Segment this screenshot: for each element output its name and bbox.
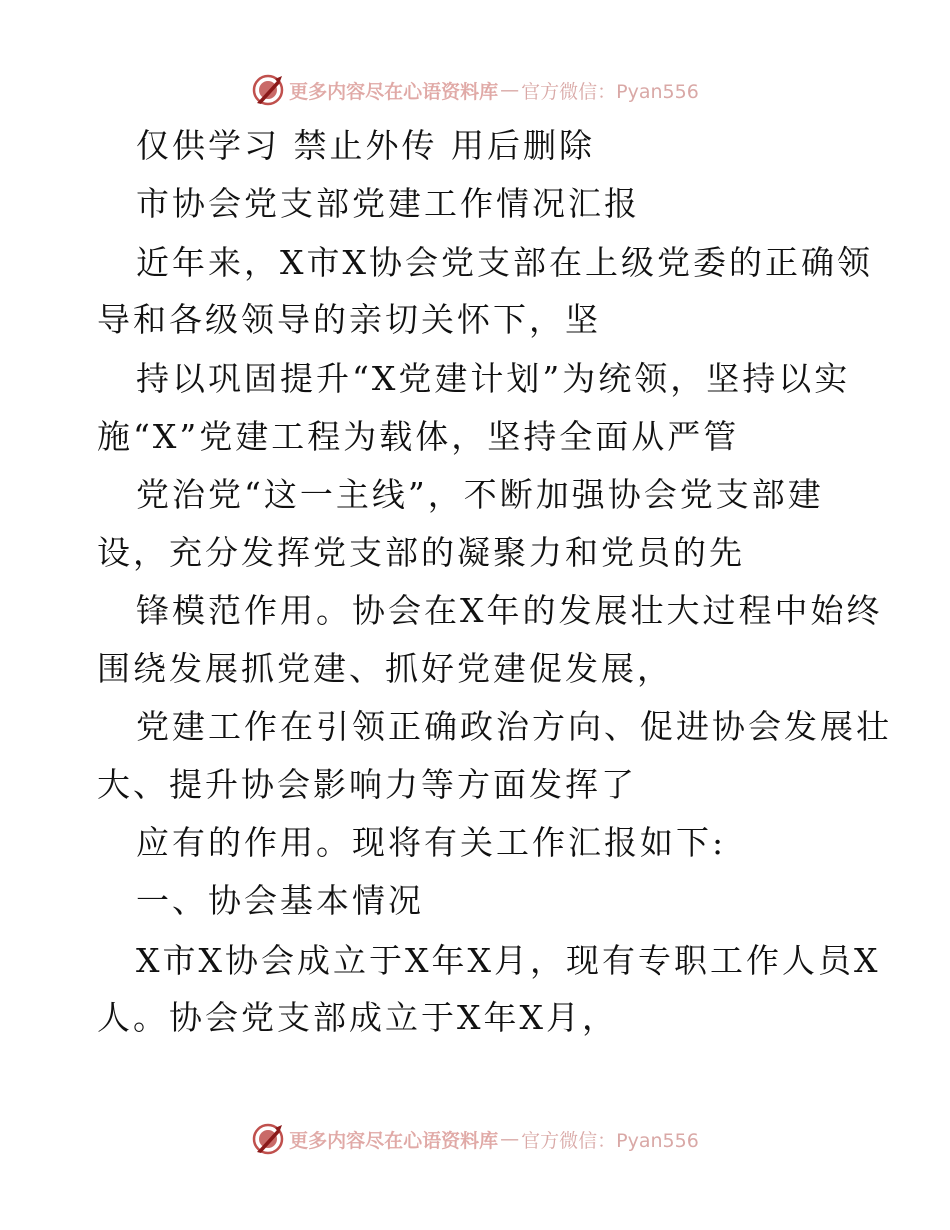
paragraph-line: 导和各级领导的亲切关怀下，坚	[97, 300, 601, 339]
notice-line: 仅供学习 禁止外传 用后删除	[136, 126, 595, 165]
paragraph-line: 锋模范作用。协会在X年的发展壮大过程中始终	[136, 591, 883, 630]
quill-logo-icon	[251, 73, 285, 107]
watermark-dash: —	[500, 1128, 520, 1150]
paragraph-line: 持以巩固提升“X党建计划”为统领，坚持以实	[136, 359, 851, 398]
document-title: 市协会党支部党建工作情况汇报	[136, 184, 640, 223]
section-heading: 一、协会基本情况	[136, 881, 424, 920]
quill-logo-icon	[251, 1122, 285, 1156]
paragraph-line: 党建工作在引领正确政治方向、促进协会发展壮	[136, 707, 892, 746]
watermark-wechat-text: 官方微信：Pyan556	[521, 80, 699, 103]
watermark-wechat-text: 官方微信：Pyan556	[521, 1129, 699, 1152]
watermark-site-text: 更多内容尽在心语资料库	[289, 80, 499, 103]
footer-watermark	[0, 1119, 950, 1159]
paragraph-line: 党治党“这一主线”，不断加强协会党支部建	[136, 475, 824, 514]
paragraph-line: 施“X”党建工程为载体，坚持全面从严管	[97, 417, 740, 456]
paragraph-line: 设，充分发挥党支部的凝聚力和党员的先	[97, 533, 745, 572]
paragraph-line: 人。协会党支部成立于X年X月，	[97, 998, 618, 1037]
header-watermark	[0, 70, 950, 110]
watermark-site-text: 更多内容尽在心语资料库	[289, 1129, 499, 1152]
paragraph-line: 围绕发展抓党建、抓好党建促发展，	[97, 649, 673, 688]
watermark-dash: —	[500, 79, 520, 101]
paragraph-line: X市X协会成立于X年X月，现有专职工作人员X	[136, 941, 881, 980]
paragraph-line: 近年来，X市X协会党支部在上级党委的正确领	[136, 243, 873, 282]
paragraph-line: 大、提升协会影响力等方面发挥了	[97, 765, 637, 804]
paragraph-line: 应有的作用。现将有关工作汇报如下:	[136, 823, 727, 862]
